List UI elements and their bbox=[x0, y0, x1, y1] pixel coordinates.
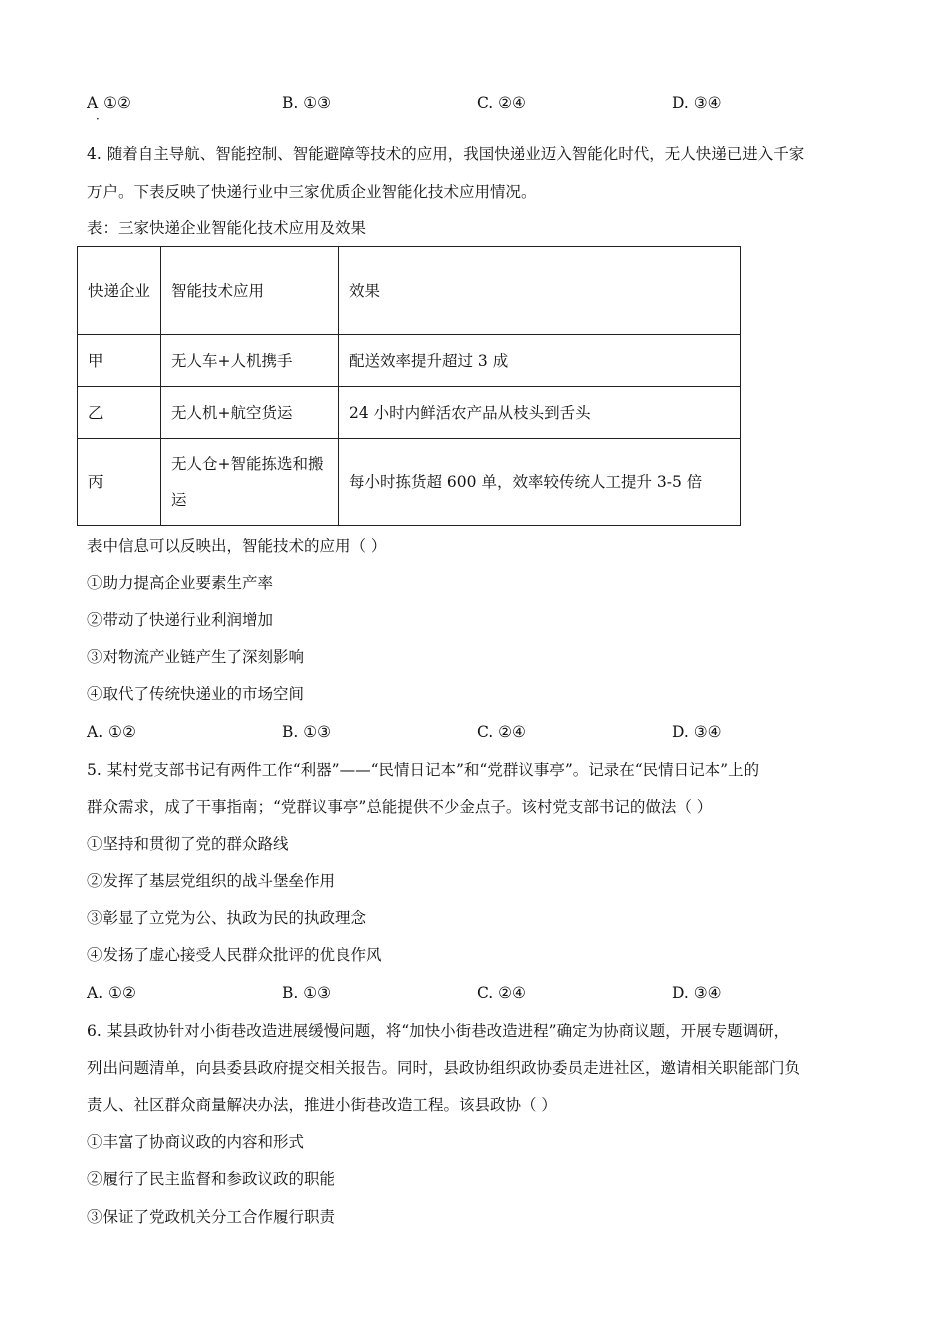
q5-stem-line-1: 5. 某村党支部书记有两件工作“利器”——“民情日记本”和“党群议事亭”。记录在“民情日记本”上的 bbox=[87, 761, 760, 779]
q4-option-d: D. ③④ bbox=[672, 723, 722, 741]
table-header-cell: 效果 bbox=[339, 247, 741, 335]
table-cell: 24 小时内鲜活农产品从枝头到舌头 bbox=[339, 387, 741, 439]
q3-option-b: B. ①③ bbox=[282, 94, 332, 112]
table-cell: 无人机+航空货运 bbox=[161, 387, 339, 439]
q3-option-c: C. ②④ bbox=[477, 94, 526, 112]
q5-option-c: C. ②④ bbox=[477, 984, 526, 1002]
q6-item-3: ③保证了党政机关分工合作履行职责 bbox=[87, 1208, 336, 1226]
q4-option-b: B. ①③ bbox=[282, 723, 332, 741]
stray-dot: · bbox=[96, 112, 100, 126]
q4-item-1: ①助力提高企业要素生产率 bbox=[87, 574, 274, 592]
table-header-cell: 快递企业 bbox=[78, 247, 161, 335]
q5-item-1: ①坚持和贯彻了党的群众路线 bbox=[87, 835, 289, 853]
q5-option-a: A. ①② bbox=[87, 984, 136, 1002]
table-row bbox=[78, 387, 741, 439]
table-cell: 乙 bbox=[78, 387, 161, 439]
q6-stem-line-3: 责人、社区群众商量解决办法，推进小街巷改造工程。该县政协（ ） bbox=[87, 1096, 557, 1114]
q5-item-4: ④发扬了虚心接受人民群众批评的优良作风 bbox=[87, 946, 382, 964]
table-cell: 每小时拣货超 600 单，效率较传统人工提升 3-5 倍 bbox=[339, 439, 741, 526]
table-row bbox=[78, 335, 741, 387]
q5-option-b: B. ①③ bbox=[282, 984, 332, 1002]
q3-option-a: A ①② bbox=[87, 94, 131, 112]
q5-option-d: D. ③④ bbox=[672, 984, 722, 1002]
q4-option-c: C. ②④ bbox=[477, 723, 526, 741]
q4-item-3: ③对物流产业链产生了深刻影响 bbox=[87, 648, 305, 666]
q4-stem-line-1: 4. 随着自主导航、智能控制、智能避障等技术的应用，我国快递业迈入智能化时代，无人快递已进入千家 bbox=[87, 145, 805, 163]
table-cell: 无人仓+智能拣选和搬运 bbox=[161, 439, 339, 526]
table-cell: 丙 bbox=[78, 439, 161, 526]
q5-item-3: ③彰显了立党为公、执政为民的执政理念 bbox=[87, 909, 367, 927]
table-header-row bbox=[78, 247, 741, 335]
table-cell: 甲 bbox=[78, 335, 161, 387]
q5-stem-line-2: 群众需求，成了干事指南；“党群议事亭”总能提供不少金点子。该村党支部书记的做法（ ） bbox=[87, 798, 713, 816]
q4-stem-line-2: 万户。下表反映了快递行业中三家优质企业智能化技术应用情况。 bbox=[87, 183, 537, 201]
table-row bbox=[78, 439, 741, 526]
q6-stem-line-2: 列出问题清单，向县委县政府提交相关报告。同时，县政协组织政协委员走进社区，邀请相关职能部门负 bbox=[87, 1059, 801, 1077]
q4-table bbox=[77, 246, 741, 526]
q4-question: 表中信息可以反映出，智能技术的应用（ ） bbox=[87, 537, 387, 555]
q5-item-2: ②发挥了基层党组织的战斗堡垒作用 bbox=[87, 872, 336, 890]
q4-table-caption: 表：三家快递企业智能化技术应用及效果 bbox=[87, 219, 367, 237]
q6-item-2: ②履行了民主监督和参政议政的职能 bbox=[87, 1170, 336, 1188]
table-cell: 配送效率提升超过 3 成 bbox=[339, 335, 741, 387]
q3-option-d: D. ③④ bbox=[672, 94, 722, 112]
q6-stem-line-1: 6. 某县政协针对小街巷改造进展缓慢问题，将“加快小街巷改造进程”确定为协商议题，开展专题调研， bbox=[87, 1022, 790, 1040]
q4-item-4: ④取代了传统快递业的市场空间 bbox=[87, 685, 305, 703]
table-header-cell: 智能技术应用 bbox=[161, 247, 339, 335]
q4-item-2: ②带动了快递行业利润增加 bbox=[87, 611, 274, 629]
q4-option-a: A. ①② bbox=[87, 723, 136, 741]
q6-item-1: ①丰富了协商议政的内容和形式 bbox=[87, 1133, 305, 1151]
table-cell: 无人车+人机携手 bbox=[161, 335, 339, 387]
